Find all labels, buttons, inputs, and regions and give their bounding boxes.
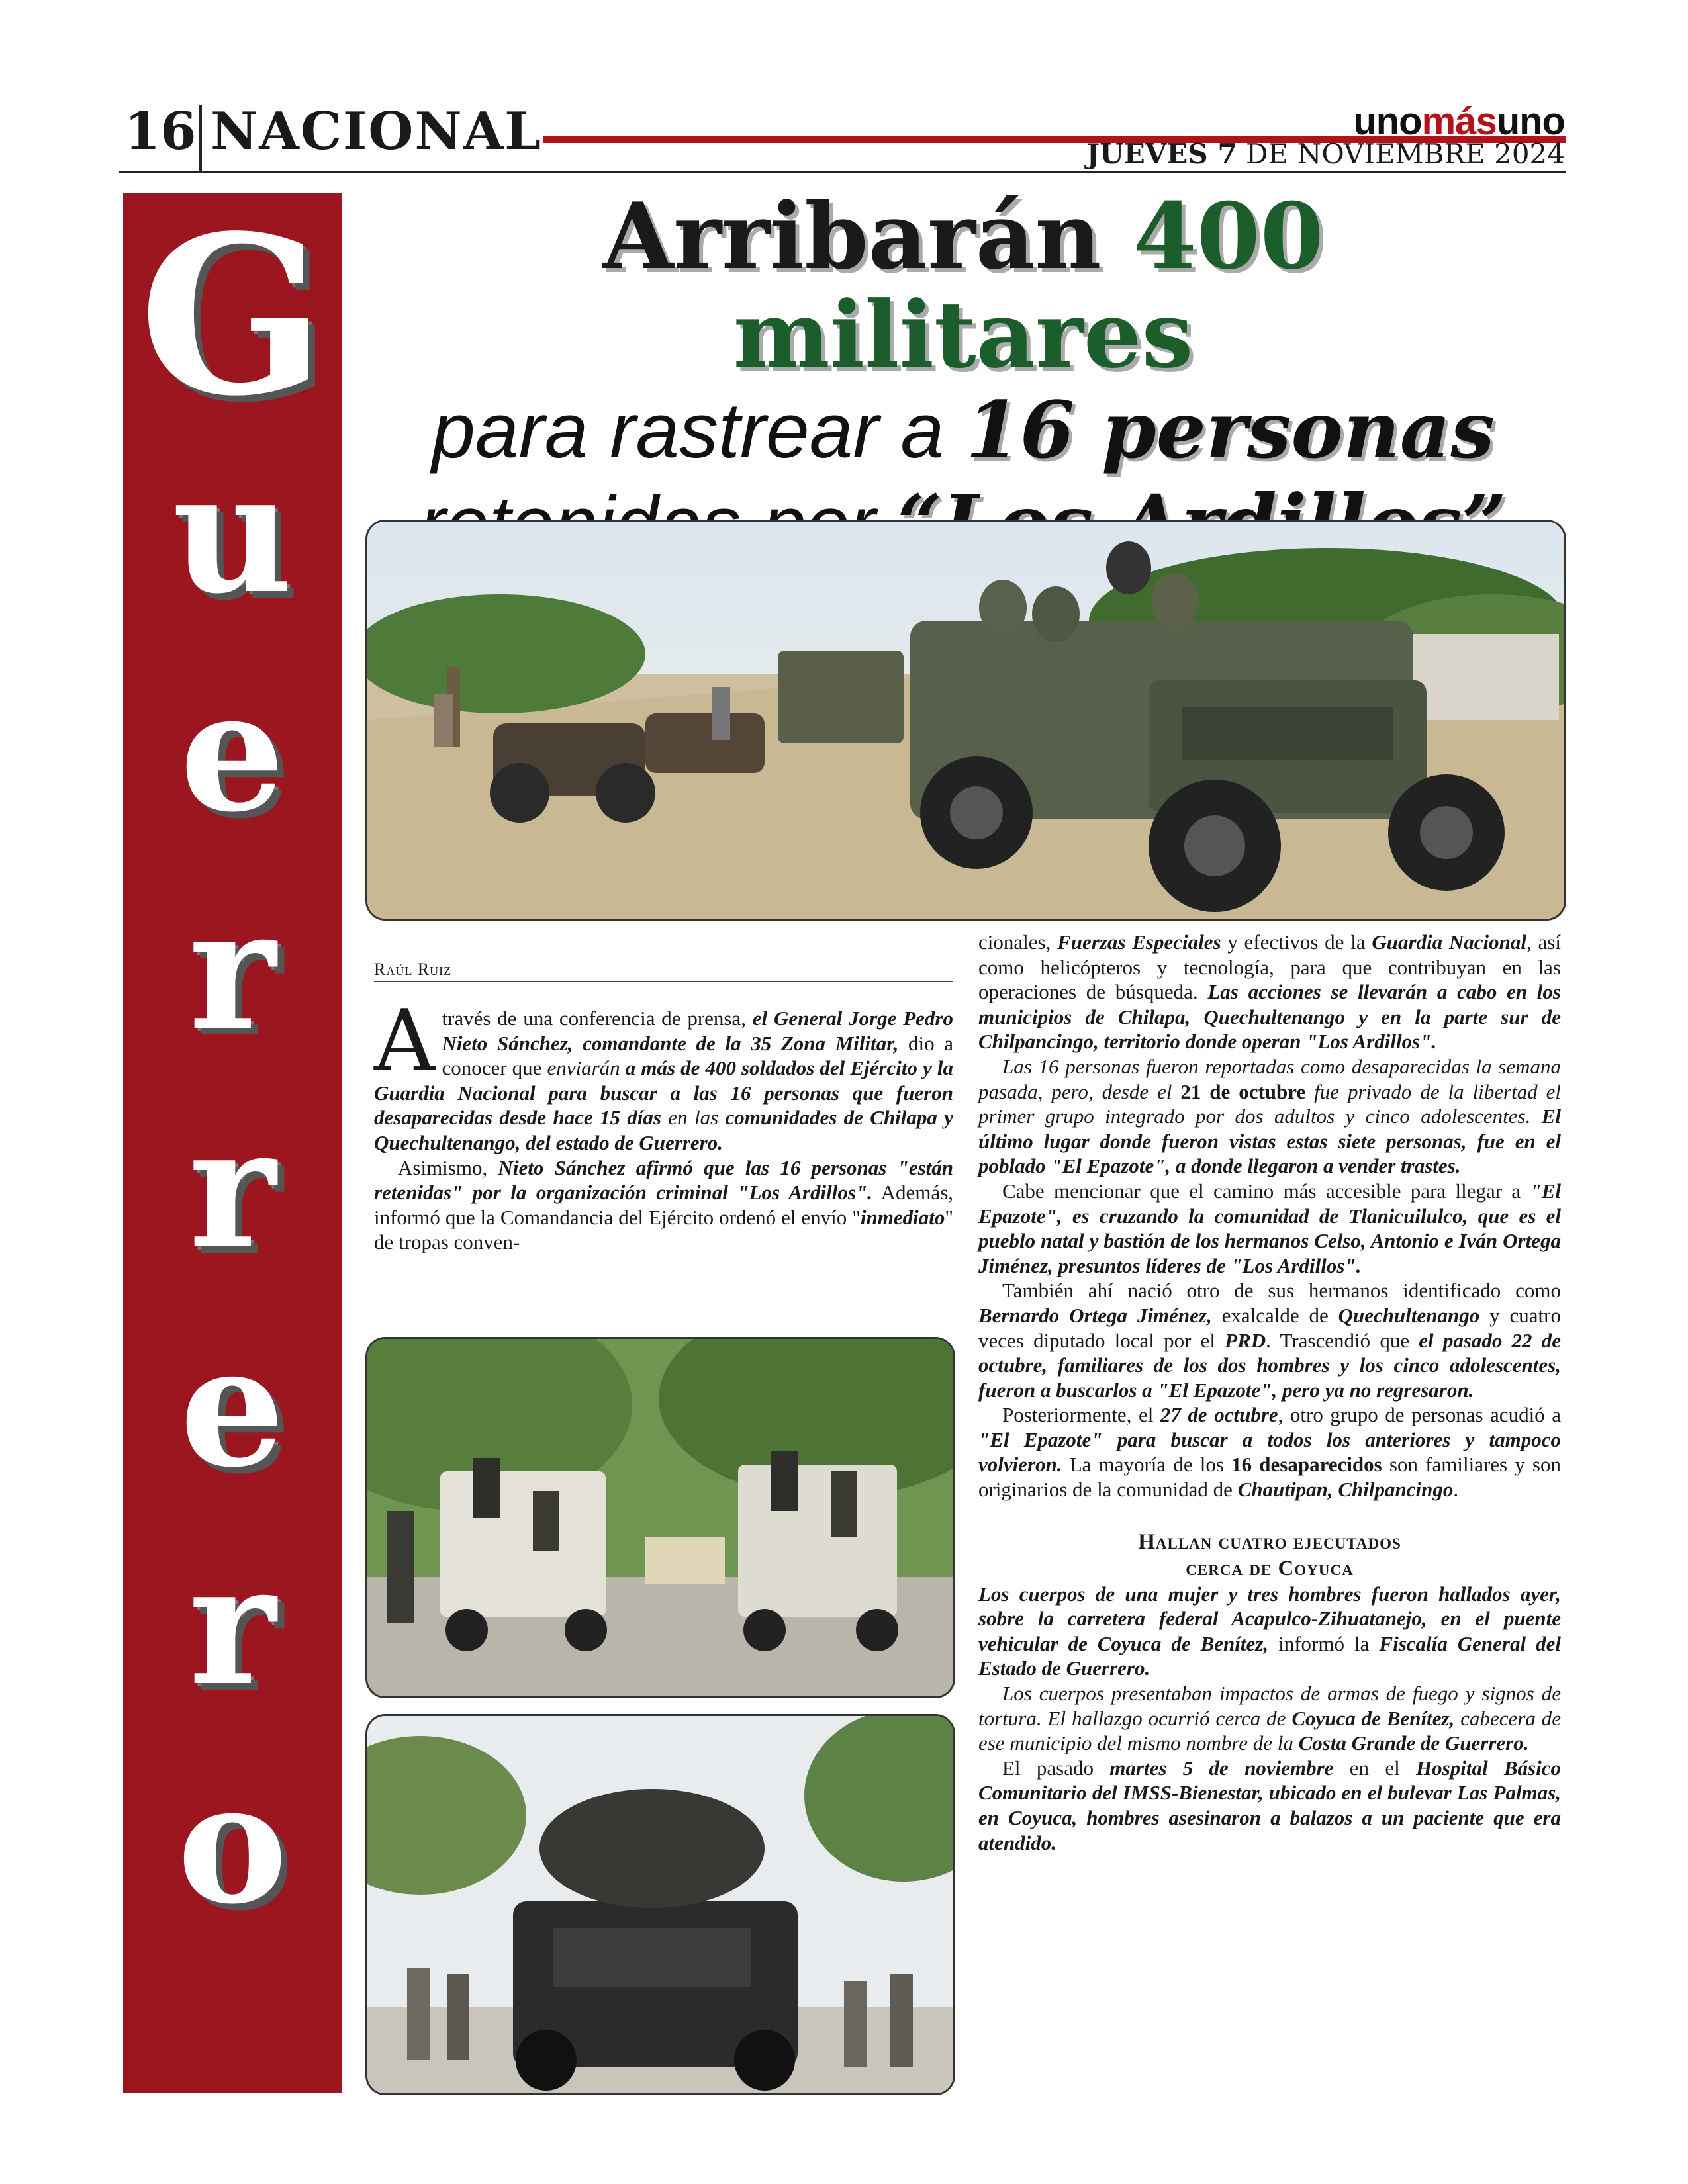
banner-letter: o [177, 1746, 288, 1940]
photo-armored-vehicle-crowd [365, 1714, 955, 2095]
headline [357, 182, 1569, 571]
banner-letter: e [179, 1309, 285, 1504]
banner-letter: r [189, 1091, 276, 1285]
article-paragraph: Posteriormente, el 27 de octubre, otro grupo de personas acudió a "El Epazote" para buscar a todos los anteriores y tampoco volvieron. La mayoría de los 16 desaparecidos son familiares y son originarios de la comunidad de Chautipan, Chilpancingo. [978, 1403, 1561, 1502]
article-paragraph: Asimismo, Nieto Sánchez afirmó que las 16 personas "están retenidas" por la organización criminal "Los Ardillos". Además, informó que la Comandancia del Ejército ordenó el envío "inmediato" de tropas conven- [374, 1156, 954, 1254]
header-underline [119, 171, 1566, 173]
subarticle-title-line-1: Hallan cuatro ejecutados [1138, 1529, 1401, 1554]
banner-letter: G [139, 187, 326, 444]
byline-rule [374, 981, 953, 982]
article-paragraph: Cabe mencionar que el camino más accesible para llegar a "El Epazote", es cruzando la comunidad de Tlanicuilulco, que es el pueblo natal y bastión de los hermanos Celso, Antonio e Iván Ortega Jiménez, presuntos líderes de "Los Ardillos". [978, 1179, 1561, 1277]
article-paragraph: Através de una conferencia de prensa, el General Jorge Pedro Nieto Sánchez, comandante de la 35 Zona Militar, dio a conocer que enviarán a más de 400 soldados del Ejército y la Guardia Nacional para buscar a las 16 personas que fueron desaparecidas desde hace 15 días en las comunidades de Chilapa y Quechultenango, del estado de Guerrero. [374, 992, 954, 1154]
state-banner [123, 187, 342, 2093]
headline-accent: 400 militares [733, 182, 1324, 389]
section-name: NACIONAL [211, 101, 542, 161]
article-paragraph: cionales, Fuerzas Especiales y efectivos de la Guardia Nacional, así como helicópteros y tecnología, para que contribuyan en las operaciones de búsqueda. Las acciones se llevarán a cabo en los municipios de Chilapa, Quechultenango y en la parte sur de Chilpancingo, territorio donde operan "Los Ardillos". [978, 931, 1561, 1054]
subarticle-paragraph: Los cuerpos de una mujer y tres hombres fueron hallados ayer, sobre la carretera federal Acapulco-Zihuatanejo, en el puente vehicular de Coyuca de Benítez, informó la Fiscalía General del Estado de Guerrero. [978, 1582, 1561, 1680]
drop-cap: A [374, 992, 436, 1091]
header-divider [199, 105, 202, 171]
banner-letter: r [189, 872, 276, 1067]
banner-letter: e [179, 654, 285, 848]
article-paragraph: Las 16 personas fueron reportadas como desaparecidas la semana pasada, pero, desde el 21 de octubre fue privado de la libertad el primer grupo integrado por dos adultos y cinco adolescentes. El último lugar donde fueron vistas estas siete personas, fue en el poblado "El Epazote", a donde llegaron a vender trastes. [978, 1054, 1561, 1178]
banner-letter: r [189, 1527, 276, 1722]
newspaper-logo: unomásuno [1353, 100, 1565, 143]
subarticle-paragraph: Los cuerpos presentaban impactos de armas de fuego y signos de tortura. El hallazgo ocurrió cerca de Coyuca de Benítez, cabecera de ese municipio del mismo nombre de la Costa Grande de Guerrero. [978, 1682, 1561, 1755]
photo-armed-group-pickups [365, 1337, 955, 1698]
article-column-left [374, 992, 954, 1255]
page-number: 16 [124, 101, 197, 161]
date-rest: DE NOVIEMBRE 2024 [1237, 138, 1565, 170]
headline-line-2: para rastrear a 16 personas [432, 384, 1495, 477]
dateline [1086, 140, 1565, 168]
byline: Raúl Ruiz [374, 960, 452, 979]
main-photo-military-vehicles [365, 520, 1566, 921]
headline-line-1: Arribarán 400 militares [602, 182, 1324, 389]
article-column-right [978, 930, 1561, 1855]
banner-letter: u [172, 435, 293, 630]
subarticle-title-line-2: cerca de Coyuca [1186, 1556, 1354, 1580]
article-paragraph: También ahí nació otro de sus hermanos identificado como Bernardo Ortega Jiménez, exalcalde de Quechultenango y cuatro veces diputado local por el PRD. Trascendió que el pasado 22 de octubre, familiares de los dos hombres y los cinco adolescentes, fueron a buscarlos a "El Epazote", pero ya no regresaron. [978, 1279, 1561, 1402]
date-weekday: JUEVES 7 [1086, 138, 1237, 170]
subarticle-paragraph: El pasado martes 5 de noviembre en el Hospital Básico Comunitario del IMSS-Bienestar, ubicado en el bulevar Las Palmas, en Coyuca, hombres asesinaron a balazos a un paciente que era atendido. [978, 1756, 1561, 1854]
